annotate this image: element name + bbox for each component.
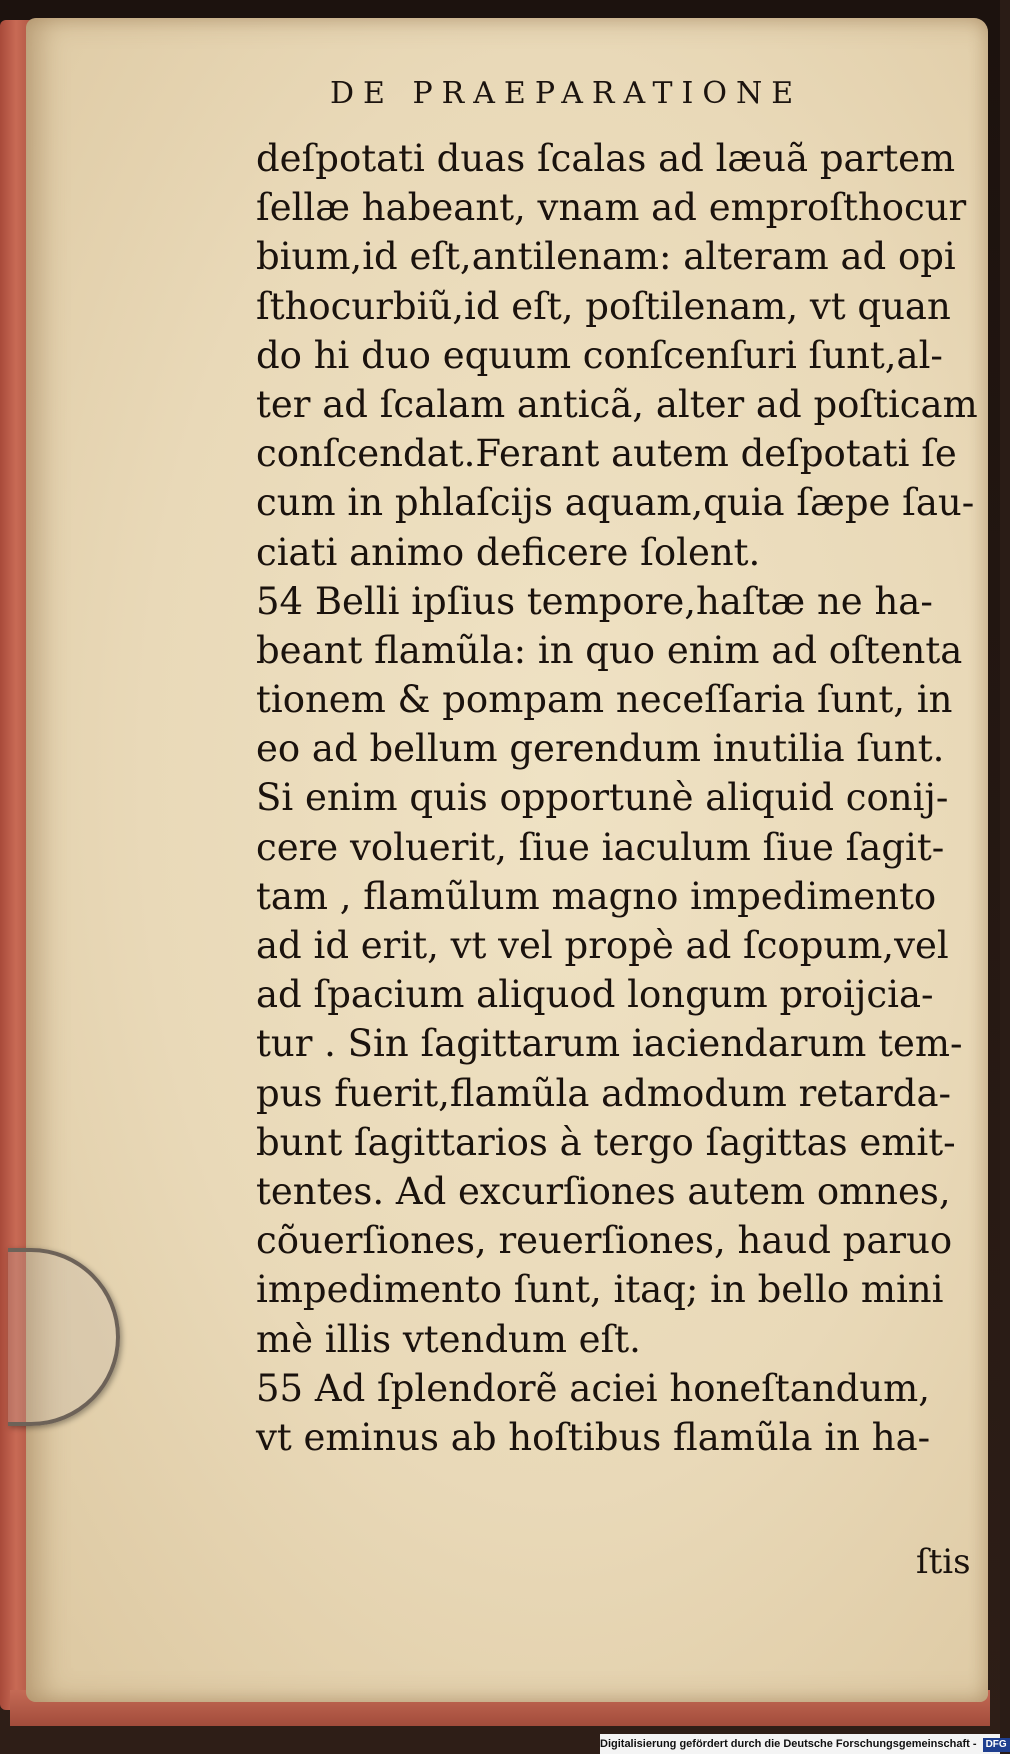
text-line: mè illis vtendum eſt. bbox=[256, 1317, 641, 1361]
text-line: pus fuerit,flamũla admodum retarda- bbox=[256, 1071, 952, 1115]
text-line: bunt ſagittarios à tergo ſagittas emit- bbox=[256, 1120, 956, 1164]
text-line: beant flamũla: in quo enim ad oſtenta bbox=[256, 628, 963, 672]
text-line: ad ſpacium aliquod longum proijcia- bbox=[256, 973, 934, 1017]
text-line: deſpotati duas ſcalas ad læuã partem bbox=[256, 137, 956, 180]
body-text bbox=[256, 134, 976, 1462]
text-line: eo ad bellum gerendum inutilia ſunt. bbox=[256, 727, 945, 771]
text-line: impedimento ſunt, itaq; in bello mini bbox=[256, 1268, 944, 1312]
credit-text: Digitalisierung gefördert durch die Deutsche Forschungsgemeinschaft - bbox=[600, 1738, 977, 1750]
dfg-logo: DFG bbox=[983, 1738, 1010, 1752]
text-line: cõuerſiones, reuerſiones, haud paruo bbox=[256, 1219, 953, 1263]
running-header: DE PRAEPARATIONE bbox=[330, 76, 803, 111]
text-line: 55 Ad ſplendorẽ aciei honeſtandum, bbox=[256, 1366, 931, 1410]
catchword: ſtis bbox=[916, 1542, 971, 1582]
text-line: do hi duo equum conſcenſuri ſunt,al- bbox=[256, 333, 943, 377]
text-line: conſcendat.Ferant autem deſpotati ſe bbox=[256, 432, 957, 476]
text-line: ſellæ habeant, vnam ad emproſthocur bbox=[256, 186, 967, 230]
text-line: ter ad ſcalam anticã, alter ad poſticam bbox=[256, 382, 978, 426]
text-line: ad id erit, vt vel propè ad ſcopum,vel bbox=[256, 924, 949, 967]
text-line: tur . Sin ſagittarum iaciendarum tem- bbox=[256, 1022, 963, 1066]
text-line: 54 Belli ipſius tempore,haſtæ ne ha- bbox=[256, 579, 933, 623]
text-line: ciati animo deficere ſolent. bbox=[256, 530, 761, 574]
text-line: tionem & pompam neceſſaria ſunt, in bbox=[256, 678, 953, 722]
page-clip bbox=[8, 1248, 120, 1426]
text-line: ſthocurbiũ,id eſt, poſtilenam, vt quan bbox=[256, 284, 951, 328]
text-line: vt eminus ab hoſtibus flamũla in ha- bbox=[256, 1415, 931, 1459]
text-line: tentes. Ad excurſiones autem omnes, bbox=[256, 1169, 951, 1213]
text-line: bium,id eſt,antilenam: alteram ad opi bbox=[256, 235, 956, 279]
text-line: cum in phlaſcijs aquam,quia ſæpe ſau- bbox=[256, 481, 975, 525]
text-line: tam , flamũlum magno impedimento bbox=[256, 874, 937, 918]
text-line: cere voluerit, ſiue iaculum ſiue ſagit- bbox=[256, 825, 945, 869]
text-line: Si enim quis opportunè aliquid conij- bbox=[256, 776, 949, 820]
digitization-credit bbox=[600, 1734, 1007, 1754]
